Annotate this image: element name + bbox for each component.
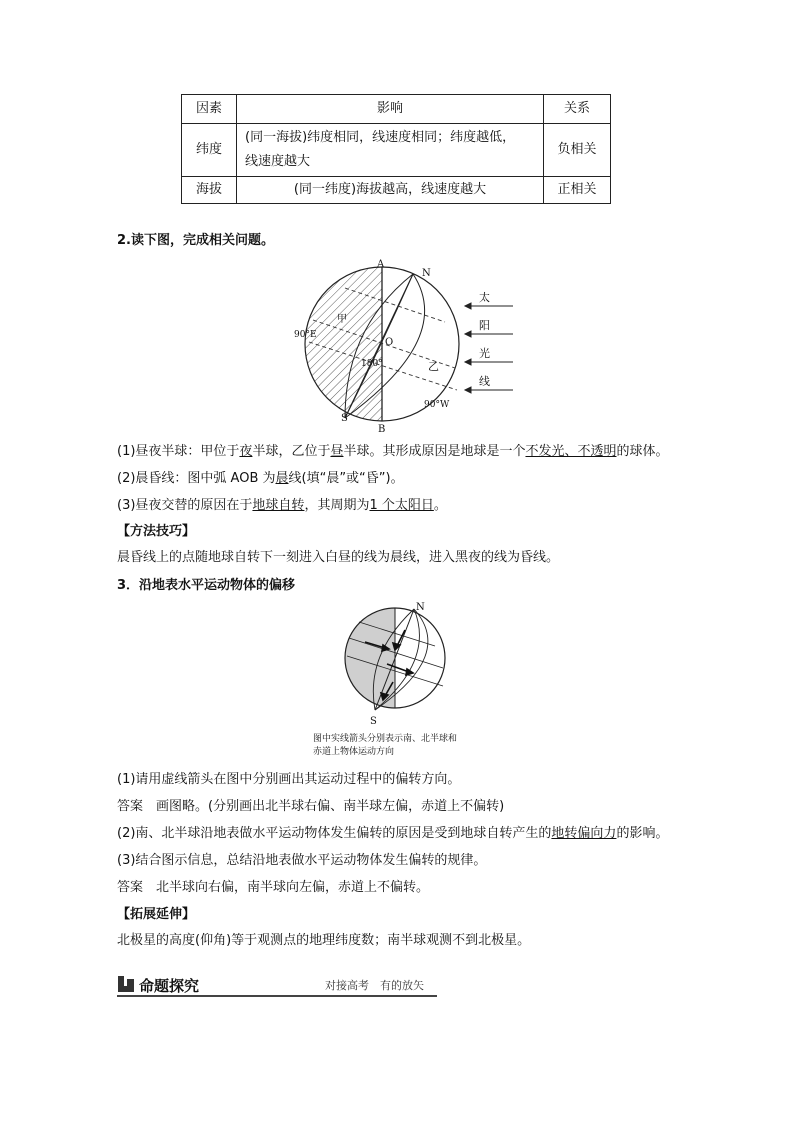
label-s: S <box>341 413 348 424</box>
sunlight-label: 阳 <box>479 319 490 332</box>
q3-answer1: 答案 画图略。(分别画出北半球右偏、南半球左偏，赤道上不偏转) <box>117 799 505 814</box>
answer-fill: 不发光、不透明 <box>525 444 617 459</box>
table-cell: 海拔 <box>182 177 237 204</box>
section-slogan: 对接高考 有的放矢 <box>325 979 424 992</box>
label-180: 180° <box>361 359 383 369</box>
text: 半球。其形成原因是地球是一个 <box>343 444 526 459</box>
table-cell: 正相关 <box>544 177 611 204</box>
section-rule <box>117 995 437 997</box>
effect-line: (同一海拔)纬度相同，线速度相同；纬度越低， <box>245 130 516 145</box>
factor-table <box>181 94 611 204</box>
table-cell: (同一纬度)海拔越高，线速度越大 <box>237 177 544 204</box>
label-90e: 90°E <box>294 330 317 340</box>
answer-fill: 夜 <box>239 444 253 459</box>
answer-fill: 晨 <box>275 471 289 486</box>
label-n: N <box>422 268 431 279</box>
answer-fill: 昼 <box>330 444 344 459</box>
answer-fill: 1 个太阳日 <box>369 498 434 513</box>
q2-part1 <box>117 442 669 462</box>
label-jia: 甲 <box>337 314 347 325</box>
effect-line: 线速度越大 <box>245 154 311 169</box>
deflection-diagram <box>335 600 455 728</box>
table-cell <box>237 124 544 177</box>
text: 的影响。 <box>616 826 669 841</box>
text: ，其周期为 <box>304 498 370 513</box>
answer-fill: 地球自转 <box>252 498 305 513</box>
table-row <box>182 177 611 204</box>
q3-answer3: 答案 北半球向右偏，南半球向左偏，赤道上不偏转。 <box>117 880 430 895</box>
label-a: A <box>377 259 385 270</box>
label-o: O <box>385 337 394 348</box>
text: (2)南、北半球沿地表做水平运动物体发生偏转的原因是受到地球自转产生的 <box>117 826 552 841</box>
section-header <box>117 973 437 997</box>
label-s: S <box>370 716 377 727</box>
table-header: 关系 <box>544 95 611 124</box>
figure-caption: 图中实线箭头分别表示南、北半球和 <box>313 734 458 744</box>
figure-caption: 赤道上物体运动方向 <box>313 747 395 757</box>
text: (3)昼夜交替的原因在于 <box>117 498 253 513</box>
q3-part2 <box>117 824 668 844</box>
question-heading: 3．沿地表水平运动物体的偏移 <box>117 578 296 593</box>
text: 的球体。 <box>616 444 669 459</box>
label-yi: 乙 <box>428 360 439 373</box>
table-header: 影响 <box>237 95 544 124</box>
text: 半球，乙位于 <box>252 444 331 459</box>
label-90w: 90°W <box>424 400 450 410</box>
label-b: B <box>378 424 386 435</box>
sunlight-label: 线 <box>479 375 490 388</box>
q2-part2 <box>117 469 404 489</box>
sunlight-label: 太 <box>479 291 490 304</box>
text: 。 <box>433 498 447 513</box>
method-tip-heading: 【方法技巧】 <box>117 524 196 539</box>
table-row <box>182 124 611 177</box>
extension-text: 北极星的高度(仰角)等于观测点的地理纬度数；南半球观测不到北极星。 <box>117 933 531 948</box>
q3-part1: (1)请用虚线箭头在图中分别画出其运动过程中的偏转方向。 <box>117 772 461 787</box>
table-header: 因素 <box>182 95 237 124</box>
q2-part3 <box>117 496 447 516</box>
table-header-row <box>182 95 611 124</box>
table-cell: 负相关 <box>544 124 611 177</box>
sunlight-label: 光 <box>479 347 490 360</box>
question-heading: 2.读下图，完成相关问题。 <box>117 233 274 248</box>
method-tip-text: 晨昏线上的点随地球自转下一刻进入白昼的线为晨线，进入黑夜的线为昏线。 <box>117 550 560 565</box>
extension-heading: 【拓展延伸】 <box>117 907 196 922</box>
section-icon-core <box>127 979 134 986</box>
answer-fill: 地转偏向力 <box>551 826 617 841</box>
label-n: N <box>416 602 425 613</box>
q3-part3: (3)结合图示信息，总结沿地表做水平运动物体发生偏转的规律。 <box>117 853 487 868</box>
text: 线(填“晨”或“昏”)。 <box>288 471 404 486</box>
text: (2)晨昏线：图中弧 AOB 为 <box>117 471 276 486</box>
table-cell: 纬度 <box>182 124 237 177</box>
text: (1)昼夜半球：甲位于 <box>117 444 240 459</box>
section-title: 命题探究 <box>139 977 200 995</box>
